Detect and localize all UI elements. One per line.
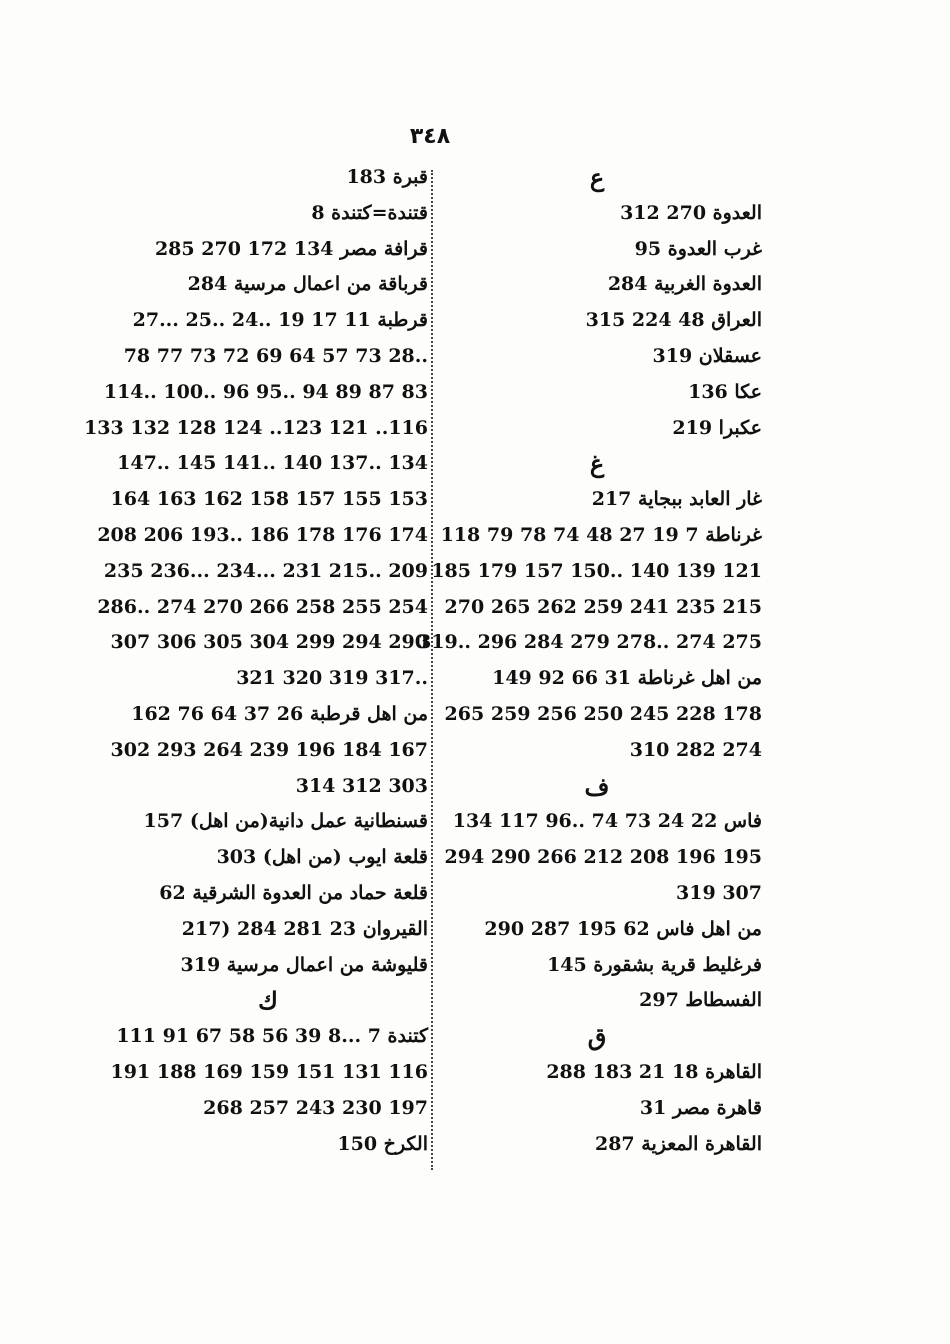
index-entry: 174 176 178 186 ..193 206 208: [97, 523, 428, 546]
index-entry: ..317 319 320 321: [236, 667, 428, 690]
index-entry: 303 312 314: [295, 774, 428, 797]
index-entry: غرناطة 7 19 27 48 74 78 79 118: [440, 523, 762, 546]
index-entry: 275 274 ..278 279 284 296 ..319: [418, 631, 762, 654]
index-entry: 215 235 241 259 262 265 270: [444, 595, 762, 618]
index-entry: فرغليط قرية بشقورة 145: [547, 953, 762, 976]
index-entry: قتندة=كتندة 8: [311, 201, 428, 224]
index-entry: 178 228 245 250 256 259 265: [444, 702, 762, 725]
index-entry: القاهرة 18 21 183 288: [546, 1060, 762, 1083]
index-entry: قلعة حماد من العدوة الشرقية 62: [159, 881, 428, 904]
index-entry: العدوة الغربية 284: [607, 273, 762, 296]
index-entry: قبرة 183: [346, 166, 428, 188]
index-entry: قاهرة مصر 31: [639, 1096, 762, 1119]
index-entry: قسنطانية عمل دانية(من اهل) 157: [143, 810, 428, 833]
index-entry: 167 184 196 239 264 293 302: [110, 738, 428, 761]
index-entry: من اهل قرطبة 26 37 64 76 162: [131, 702, 428, 725]
index-entry: فاس 22 24 73 74 ..96 117 134: [452, 810, 762, 833]
index-entry: 209 ..215 231 ...234 ...236 235: [103, 559, 428, 582]
index-entry: عكا 136: [688, 380, 762, 403]
index-entry: غار العابد ببجاية 217: [591, 488, 762, 511]
index-entry: 121 139 140 ..150 157 179 185: [431, 559, 762, 582]
section-letter-heading: ق: [587, 1022, 607, 1052]
index-entry: قلعة ايوب (من اهل) 303: [216, 846, 428, 869]
index-entry: قليوشة من اعمال مرسية 319: [180, 953, 428, 976]
index-entry: قرباقة من اعمال مرسية 284: [187, 273, 428, 296]
index-entry: الفسطاط 297: [639, 989, 762, 1012]
section-letter-heading: غ: [589, 449, 605, 479]
section-letter-heading: ك: [258, 986, 278, 1016]
index-entry: 197 230 243 257 268: [203, 1096, 428, 1119]
index-entry: عكبرا 219: [672, 416, 762, 439]
index-entry: القاهرة المعزية 287: [594, 1132, 762, 1155]
index-entry: 134 ..137 140 ..141 145 ..147: [117, 452, 428, 475]
right-index-column: [418, 160, 762, 1162]
index-entry: 153 155 157 158 162 163 164: [110, 488, 428, 511]
index-entry: غرب العدوة 95: [634, 237, 762, 260]
section-letter-heading: ع: [589, 163, 605, 192]
index-entry: 195 196 208 212 266 290 294: [444, 846, 762, 869]
index-entry: القيروان 23 281 284 (217: [181, 917, 428, 940]
index-entry: كتندة 7 ...8 39 56 58 67 91 111: [116, 1025, 428, 1048]
index-entry: من اهل فاس 62 195 287 290: [484, 917, 762, 940]
index-entry: 116 131 151 159 169 188 191: [110, 1060, 428, 1083]
index-entry: من اهل غرناطة 31 66 92 149: [492, 667, 762, 690]
index-entry: عسقلان 319: [652, 344, 762, 367]
index-entry: العدوة 270 312: [620, 201, 762, 224]
left-index-column: [84, 160, 428, 1162]
page-number: ٣٤٨: [409, 124, 451, 149]
index-entry: 254 255 258 266 270 274 ..286: [97, 595, 428, 618]
index-entry: قرطبة 11 17 19 ..24 ..25 ...27: [132, 309, 428, 332]
index-entry: العراق 48 224 315: [585, 309, 762, 332]
index-entry: قرافة مصر 134 172 270 285: [154, 237, 428, 260]
index-entry: 307 319: [676, 881, 762, 904]
index-entry: 83 87 89 94 ..95 96 ..100 ..114: [103, 380, 428, 403]
index-entry: 116.. 121 123.. 124 128 132 133: [84, 416, 428, 439]
section-letter-heading: ف: [584, 771, 610, 801]
index-entry: ..28 73 57 64 69 72 73 77 78: [123, 344, 428, 367]
index-entry: 290 294 299 304 305 306 307: [110, 631, 428, 654]
index-entry: الكرخ 150: [337, 1132, 428, 1155]
index-entry: 274 282 310: [629, 738, 762, 761]
